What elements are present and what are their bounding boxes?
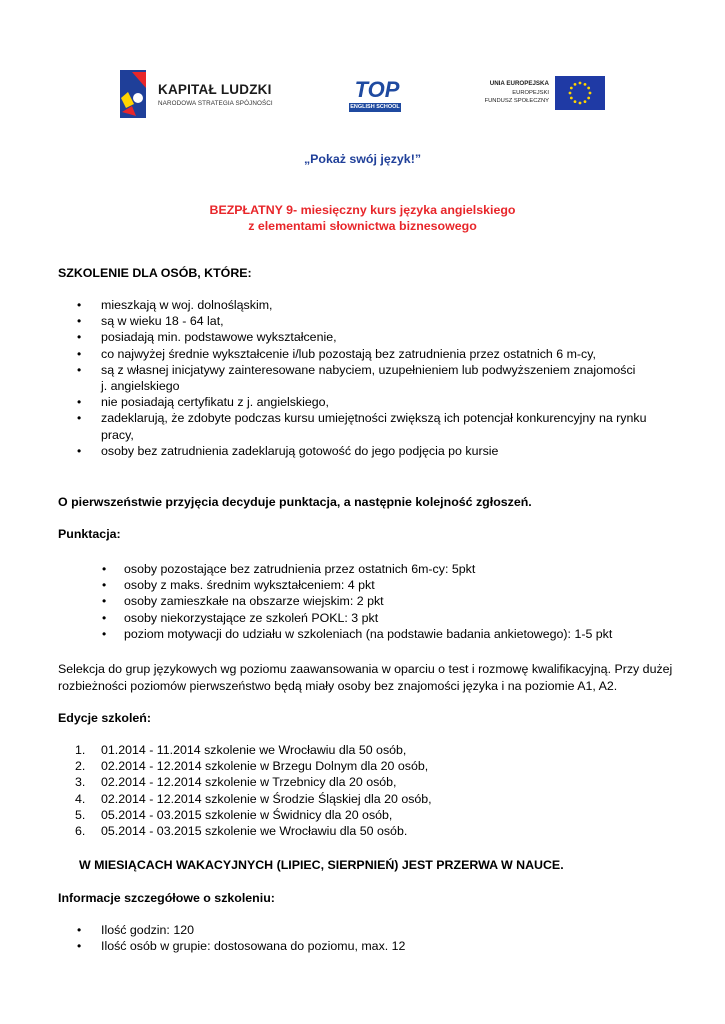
eligibility-item (101, 329, 646, 345)
eu-line-2: EUROPEJSKI (512, 89, 549, 96)
top-logo-wordmark (349, 77, 405, 101)
edition-text: 05.2014 - 03.2015 szkolenie w Świdnicy dla 20 osób, (101, 807, 393, 822)
details-list (101, 922, 405, 954)
eligibility-item-text: • posiadają min. podstawowe wykształcenie, (101, 330, 337, 345)
eligibility-item-text: • nie posiadają certyfikatu z j. angielskiego, (101, 395, 329, 410)
eu-line-1: UNIA EUROPEJSKA (489, 80, 549, 87)
details-heading: Informacje szczegółowe o szkoleniu: (58, 891, 275, 905)
eu-flag-icon (555, 76, 605, 110)
edition-text: 01.2014 - 11.2014 szkolenie we Wrocławiu dla 50 osób, (101, 743, 407, 757)
eu-star-icon (584, 100, 587, 103)
editions-heading: Edycje szkoleń: (58, 711, 151, 725)
points-item: • osoby pozostające bez zatrudnienia przez ostatnich 6m-cy: 5pkt (124, 561, 612, 577)
kapital-ludzki-mark-icon (118, 68, 148, 120)
eligibility-item-text: • zadeklarują, że zdobyte podczas kursu umiejętności zwiększą ich potencjał konkurencyjny na rynku (101, 411, 647, 426)
editions-list (75, 742, 432, 839)
edition-number: 1. (75, 743, 86, 757)
eu-star-icon (584, 83, 587, 86)
edition-text: 02.2014 - 12.2014 szkolenie w Środzie Śląskiej dla 20 osób, (101, 791, 432, 806)
eu-star-icon (569, 92, 572, 95)
points-item: • osoby niekorzystające ze szkoleń POKL: 3 pkt (124, 610, 612, 626)
edition-text: 02.2014 - 12.2014 szkolenie w Brzegu Dolnym dla 20 osób, (101, 759, 429, 774)
selection-line-2: rozbieżności poziomów pierwszeństwo będą miały osoby bez znajomości języka i na poziomie A1, A2. (58, 679, 618, 693)
points-heading: Punktacja: (58, 527, 121, 541)
edition-text: 02.2014 - 12.2014 szkolenie w Trzebnicy dla 20 osób, (101, 775, 397, 790)
points-item: • poziom motywacji do udziału w szkoleniach (na podstawie badania ankietowego): 1-5 pkt (124, 626, 612, 642)
eligibility-item-continuation: j. angielskiego (101, 379, 180, 394)
edition-number: 2. (75, 759, 86, 774)
course-title-line-2: z elementami słownictwa biznesowego (248, 219, 477, 233)
details-item: • Ilość osób w grupie: dostosowana do poziomu, max. 12 (101, 938, 405, 954)
points-item: • osoby z maks. średnim wykształceniem: 4 pkt (124, 577, 612, 593)
eligibility-item (101, 443, 646, 459)
eu-star-icon (579, 102, 582, 105)
eu-logo (480, 76, 605, 112)
eligibility-item-text: • są w wieku 18 - 64 lat, (101, 314, 224, 329)
eligibility-item (101, 297, 646, 313)
edition-item (75, 807, 432, 823)
edition-item (75, 774, 432, 790)
course-title-line-1: BEZPŁATNY 9- miesięczny kurs języka angielskiego (209, 203, 516, 217)
priority-note: O pierwszeństwie przyjęcia decyduje punktacja, a następnie kolejność zgłoszeń. (58, 495, 532, 509)
kapital-ludzki-title: KAPITAŁ LUDZKI (158, 82, 272, 97)
eu-star-icon (570, 87, 573, 90)
selection-line-1: Selekcja do grup językowych wg poziomu zaawansowania w oparciu o test i rozmowę kwalifikacyjną. Przy dużej (58, 662, 673, 676)
eligibility-item (101, 394, 646, 410)
eu-star-icon (574, 100, 577, 103)
eu-line-3: FUNDUSZ SPOŁECZNY (484, 98, 549, 104)
edition-item (75, 742, 432, 758)
points-list (124, 561, 612, 642)
edition-item (75, 791, 432, 807)
edition-number: 3. (75, 775, 86, 790)
eu-logo-text (485, 80, 549, 106)
eu-star-icon (574, 83, 577, 86)
eligibility-item-text: • są z własnej inicjatywy zainteresowane nabyciem, uzupełnieniem lub podwyższeniem znajomości (101, 362, 636, 377)
edition-number: 5. (75, 807, 86, 822)
eligibility-item-continuation: pracy, (101, 427, 134, 442)
top-logo-subtitle: ENGLISH SCHOOL (350, 104, 400, 110)
eu-star-icon (587, 97, 590, 100)
edition-item (75, 758, 432, 774)
kapital-ludzki-subtitle: NARODOWA STRATEGIA SPÓJNOŚCI (158, 100, 273, 107)
eu-star-icon (587, 87, 590, 90)
edition-number: 4. (75, 791, 86, 806)
eligibility-item (101, 346, 646, 362)
eu-star-icon (589, 92, 592, 95)
eu-star-icon (579, 82, 582, 85)
eligibility-item (101, 362, 646, 394)
kapital-ludzki-logo (118, 68, 278, 120)
edition-number: 6. (75, 824, 86, 839)
points-item: • osoby zamieszkałe na obszarze wiejskim: 2 pkt (124, 593, 612, 609)
slogan: „Pokaż swój język!” (303, 152, 422, 166)
top-logo-word: TOP (354, 77, 400, 101)
eu-star-icon (570, 97, 573, 100)
eligibility-item (101, 410, 646, 442)
top-english-school-logo (349, 77, 405, 113)
edition-item (75, 823, 432, 839)
eligibility-list (101, 297, 646, 459)
details-item: • Ilość godzin: 120 (101, 922, 405, 938)
summer-break-note: W MIESIĄCACH WAKACYJNYCH (LIPIEC, SIERPNIEŃ) JEST PRZERWA W NAUCE. (79, 858, 564, 872)
eligibility-item-text: • osoby bez zatrudnienia zadeklarują gotowość do jego podjęcia po kursie (101, 443, 499, 458)
eligibility-item (101, 313, 646, 329)
eligibility-item-text: • mieszkają w woj. dolnośląskim, (101, 298, 273, 312)
eligibility-item-text: • co najwyżej średnie wykształcenie i/lub pozostają bez zatrudnienia przez ostatnich 6 m-cy, (101, 346, 596, 361)
edition-text: 05.2014 - 03.2015 szkolenie we Wrocławiu dla 50 osób. (101, 824, 408, 839)
eligibility-heading: SZKOLENIE DLA OSÓB, KTÓRE: (58, 266, 252, 280)
